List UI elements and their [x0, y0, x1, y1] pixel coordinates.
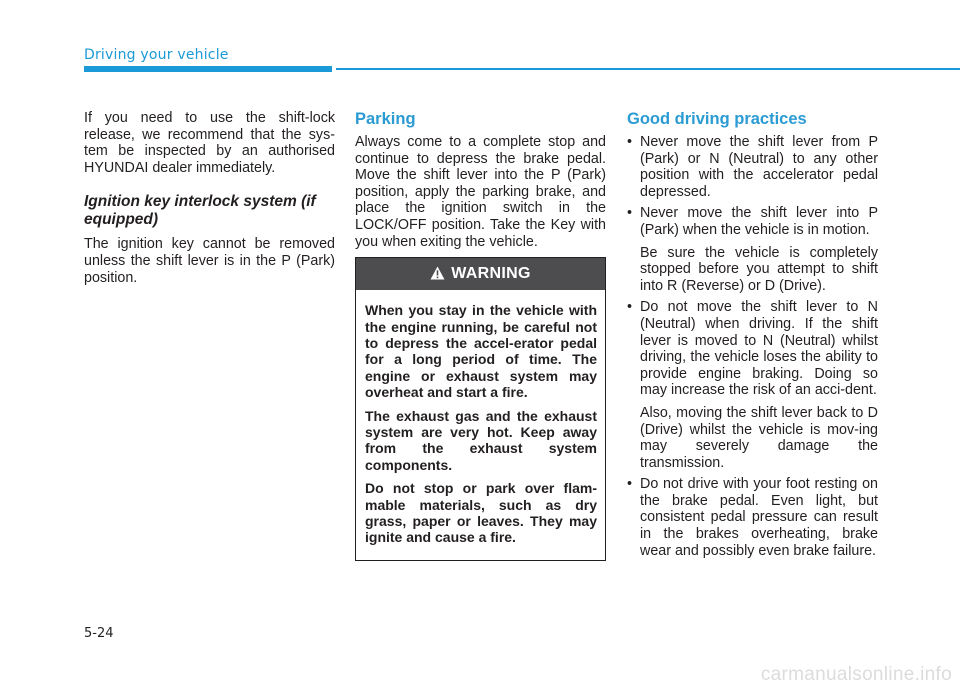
good-driving-list	[627, 134, 878, 559]
list-item-text: Never move the shift lever from P (Park) or N (Neutral) to any other position with the accelerator pedal depressed.	[640, 134, 878, 200]
warning-triangle-icon	[430, 266, 445, 280]
list-item	[627, 134, 878, 200]
bullet: •	[627, 299, 633, 316]
list-item-text: Do not drive with your foot resting on the brake pedal. Even light, but consistent pedal pressure can result in the brakes overheating, brake wear and possibly even brake failure.	[640, 476, 878, 559]
section-title: Driving your vehicle	[84, 47, 229, 63]
page-number: 5-24	[84, 626, 114, 641]
column-left	[84, 110, 335, 286]
shift-lock-paragraph: If you need to use the shift-lock release, we recommend that the sys-tem be inspected by an authorised HYUNDAI dealer immediately.	[84, 110, 335, 176]
list-item-text: Never move the shift lever into P (Park) when the vehicle is in motion.	[640, 205, 878, 238]
bullet: •	[627, 476, 633, 493]
list-item-continuation: Also, moving the shift lever back to D (Drive) whilst the vehicle is mov-ing may severely damage the transmission.	[640, 404, 878, 471]
header-rule-thick	[84, 66, 332, 72]
watermark: carmanualsonline.info	[760, 664, 952, 685]
list-item	[627, 205, 878, 294]
column-right	[627, 110, 878, 564]
column-middle	[355, 110, 606, 561]
warning-box	[355, 257, 606, 561]
parking-paragraph: Always come to a complete stop and continue to depress the brake pedal. Move the shift lever into the P (Park) position, apply the parking brake, and place the ignition switch in the LOCK/OFF position. Take the Key with you when exiting the vehicle.	[355, 134, 606, 250]
warning-paragraph: Do not stop or park over flam-mable materials, such as dry grass, paper or leaves. They may ignite and cause a fire.	[365, 480, 597, 546]
bullet: •	[627, 134, 633, 150]
good-driving-heading: Good driving practices	[627, 110, 807, 128]
warning-header	[356, 258, 605, 290]
bullet: •	[627, 205, 633, 222]
warning-paragraph: When you stay in the vehicle with the engine running, be careful not to depress the accel-erator pedal for a long period of time. The engine or exhaust system may overheat and start a fire.	[365, 302, 597, 401]
list-item	[627, 299, 878, 471]
warning-body	[356, 290, 605, 546]
list-item-continuation: Be sure the vehicle is completely stopped before you attempt to shift into R (Reverse) or D (Drive).	[640, 244, 878, 294]
header-rule-thin	[336, 68, 960, 70]
warning-paragraph: The exhaust gas and the exhaust system are very hot. Keep away from the exhaust system components.	[365, 407, 597, 473]
parking-heading: Parking	[355, 110, 416, 128]
warning-label: WARNING	[451, 264, 531, 282]
ignition-interlock-heading: Ignition key interlock system (if equipped)	[84, 193, 316, 228]
list-item-text: Do not move the shift lever to N (Neutral) when driving. If the shift lever is moved to N (Neutral) whilst driving, the vehicle loses the ability to provide engine braking. Doing so may increase the risk of an acci-dent.	[640, 299, 878, 399]
list-item	[627, 476, 878, 559]
ignition-interlock-paragraph: The ignition key cannot be removed unless the shift lever is in the P (Park) position.	[84, 236, 335, 286]
